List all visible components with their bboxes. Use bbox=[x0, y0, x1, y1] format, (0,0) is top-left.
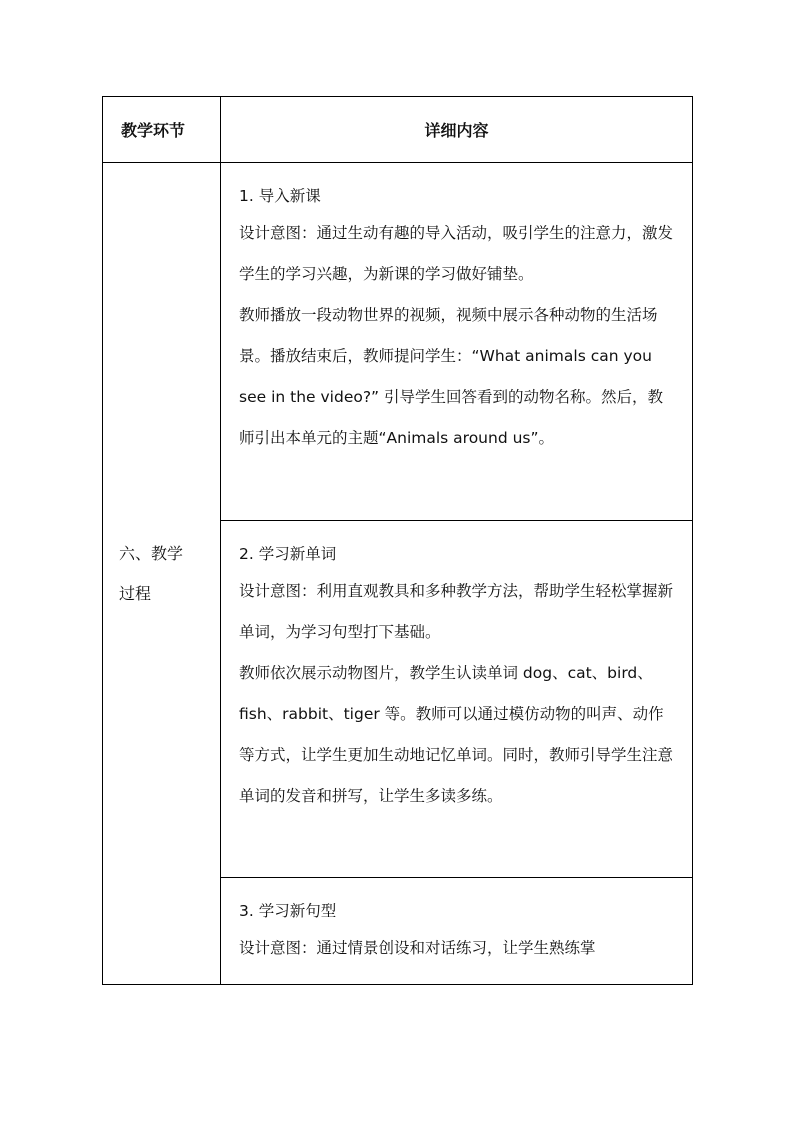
lesson-plan-table bbox=[102, 96, 693, 985]
item-intent: 设计意图：利用直观教具和多种教学方法，帮助学生轻松掌握新单词，为学习句型打下基础。 bbox=[239, 582, 674, 641]
section-label-line2: 过程 bbox=[119, 583, 152, 603]
content-cell-sentences bbox=[221, 878, 693, 985]
item-body: 教师依次展示动物图片，教学生认读单词 dog、cat、bird、fish、rabbit、tiger 等。教师可以通过模仿动物的叫声、动作等方式，让学生更加生动地记忆单词。同时，教师引导学生注意单词的发音和拼写，让学生多读多练。 bbox=[239, 664, 674, 805]
content-cell-vocabulary bbox=[221, 521, 693, 878]
section-label bbox=[103, 163, 221, 985]
item-intent: 设计意图：通过生动有趣的导入活动，吸引学生的注意力，激发学生的学习兴趣，为新课的学习做好铺垫。 bbox=[239, 224, 674, 283]
content-cell-import bbox=[221, 163, 693, 521]
item-intent: 设计意图：通过情景创设和对话练习，让学生熟练掌 bbox=[239, 939, 596, 957]
item-title: 3. 学习新句型 bbox=[239, 902, 337, 920]
table-row bbox=[103, 163, 693, 521]
header-stage: 教学环节 bbox=[103, 97, 221, 163]
item-body: 教师播放一段动物世界的视频，视频中展示各种动物的生活场景。播放结束后，教师提问学生：“What animals can you see in the video?” 引导学生回答看到的动物名称。然后，教师引出本单元的主题“Animals around us”。 bbox=[239, 306, 664, 447]
table-header-row bbox=[103, 97, 693, 163]
section-label-line1: 六、教学 bbox=[119, 543, 184, 563]
header-details: 详细内容 bbox=[221, 97, 693, 163]
item-title: 1. 导入新课 bbox=[239, 187, 321, 205]
item-title: 2. 学习新单词 bbox=[239, 545, 337, 563]
